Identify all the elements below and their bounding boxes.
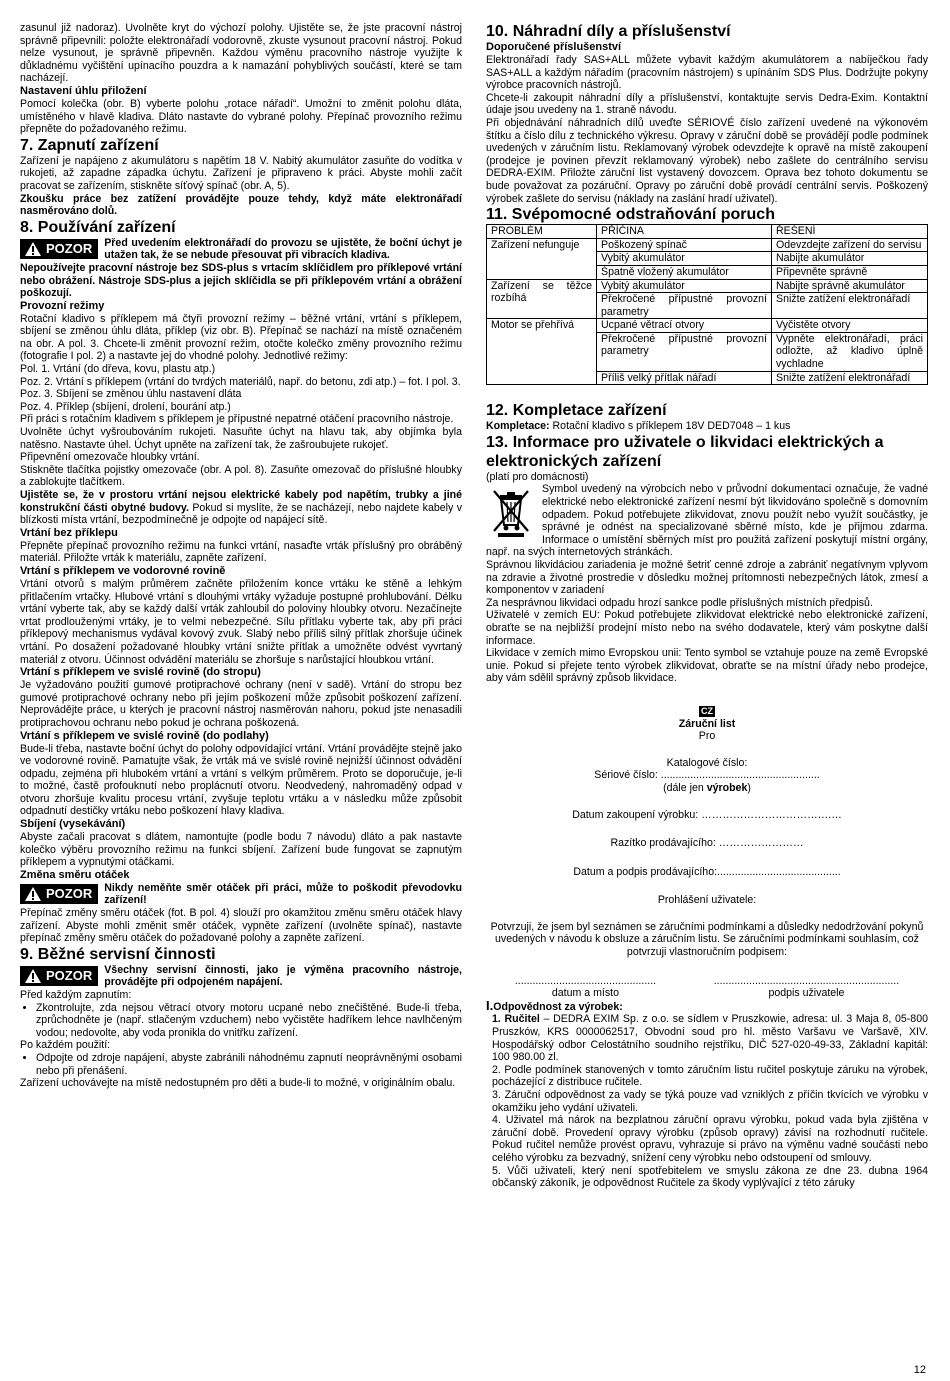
table-row <box>487 238 928 252</box>
cause-cell: Vybitý akumulátor <box>597 252 772 266</box>
user-signature-block: ............................................................... podpis uživatele <box>713 974 900 1000</box>
liability-heading <box>486 997 928 1014</box>
rotation-paragraph: Při práci s rotačním kladivem s příklepem je přípustné nepatrné otáčení pracovního nástroje. <box>20 413 454 426</box>
intro-paragraph: zasunul již nadoraz). Uvolněte kryt do výchozí polohy. Ujistěte se, že jste pracovní nástroj správně připevnili: položte elektronářadí vodorovně, zkuste vysunout pracovní nástroj. Pokud nelze vysunout, je správně připevněn. Každou výměnu pracovního nástroje využijte k důkladnému vyčištění upínacího pouzdra a k namazání pohyblivých součástí, které se tam nacházejí. <box>20 22 462 85</box>
disposal-paragraph-4: Uživatelé v zemích EU: Pokud potřebujete zlikvidovat elektrické nebo elektronické zařízení, obraťte se na nejbližší prodejní místo nebo na svého dodavatele, který vám poskytne další informace. <box>486 609 928 647</box>
pozor-label: POZOR <box>46 967 93 983</box>
before-list <box>20 1002 462 1040</box>
solution-cell: Připevněte správně <box>772 265 928 279</box>
warranty-card <box>486 705 928 1000</box>
section-8-title: 8. Používání zařízení <box>20 218 176 236</box>
signature-row <box>486 975 928 1000</box>
section-12-title: 12. Kompletace zařízení <box>486 402 667 420</box>
floor-paragraph: Bude-li třeba, nastavte boční úchyt do polohy odpovídající vrtání. Vrtání provádějte stejně jako ve vodorovné rovině. Pamatujte však, že vrták má ve svislé rovině nejnižší účinnost odvádění odpadu, zejména při hlubokém vrtání a vrtání s velkým průměrem. Proto se doporučuje, je-li to možné, častě profouknutí nebo proplácnutí otvoru. Neodvedený, nahromaděný odpad v otvoru zhoršuje kvalitu procesu vrtání, zvyšuje teplotu vrtáku a v následku může způsobit odpadnutí destičky vrtáku nebo poškození hlavy kladiva. <box>20 742 462 818</box>
accessories-paragraph-2: Chcete-li zakoupit náhradní díly a příslušenství, kontaktujte servis Dedra-Exim. Kontaktní údaje jsou uvedeny na 1. straně návodu. <box>486 91 928 117</box>
horizontal-heading: Vrtání s příklepem ve vodorovné rovině <box>20 564 226 577</box>
cables-bold: Ujistěte se, že v prostoru vrtání nejsou elektrické kabely pod napětím, trubky a jiné konstrukční části obytné budovy. <box>20 489 462 514</box>
depth-paragraph-2: Stiskněte tlačítka pojistky omezovače (obr. A pol. 8). Zasuňte omezovač do příslušné hloubky a zablokujte tlačítkem. <box>20 463 462 489</box>
liability-item-3: 3. Záruční odpovědnost za vady se týká pouze vad vzniklých z příčin tkvících ve výrobku v okamžiku jeho vydání uživateli. <box>492 1089 928 1114</box>
problem-cell: Zařízení se těžce rozbíhá <box>487 279 597 319</box>
accessories-paragraph-1: Elektronářadí řady SAS+ALL můžete vybavit každým akumulátorem a nabíječkou řady SAS+ALL a každým nářadím (pracovním nástrojem) s upínáním SDS Plus. Dodržujte pokyny výrobce pracovních nástrojů. <box>486 54 928 92</box>
liability-title: Odpovědnost za výrobek: <box>493 1000 623 1013</box>
grip-paragraph: Uvolněte úchyt vyšroubováním rukojeti. Nasuňte úchyt na hlavu tak, aby objímka byla natěsno. Nastavte úhel. Úchyt upněte na zařízení tak, že zašroubujete rukojeť. <box>20 426 462 451</box>
disposal-paragraph-2: Správnou likvidáciou zariadenia je možné šetriť cenné zdroje a zabrániť negatívnym vplyvom na zdravie a životné prostredie v dôsledku možnej prítomnosti nebezpečných látok, zmesí a komponentov v zariadení <box>486 559 928 597</box>
declaration-title: Prohlášení uživatele: <box>657 894 757 907</box>
section-number: I. <box>486 997 494 1013</box>
mode-item: Poz. 2. Vrtání s příklepem (vrtání do tvrdých materiálů, např. do betonu, zdi atp.) – fot. I pol. 3. <box>20 375 461 388</box>
accessories-paragraph-3: Při objednávání náhradních dílů uveďte SÉRIOVÉ číslo zařízení uvedené na výkonovém štítku a číslo dílu z technického výkresu. Opravy v záruční době se provádějí podle podmínek uvedených v záručním listu. Reklamovaný výrobek odevzdejte k opravě na místě zakoupení (prodejce je povinen převzít reklamovaný výrobek) nebo zašlete do centrálního servisu DEDRA-EXIM. Přiložte záruční list vystavený dovozcem. Oprava bez tohoto dokumentu se bude považovat za pozáruční. Opravy po záruční době provádí centrální servis. Poškozený výrobek zašlete do servisu (náklady na zaslání hradí uživatel). <box>486 116 928 205</box>
list-item: • Odpojte od zdroje napájení, abyste zabránili náhodnému zapnutí neoprávněnými osobami nebo při přenášení. <box>36 1052 462 1077</box>
section-8-bold-note: Nepoužívejte pracovní nástroje bez SDS-plus s vrtacím sklíčidlem pro příklepové vrtání nebo obrážení. Nástroje SDS-plus a jejich sklíčidla se při příklepovém vrtání a obrážení poškozují. <box>20 261 462 300</box>
ceiling-paragraph: Je vyžadováno použití gumové protiprachové ochrany (není v sadě). Vrtání do stropu bez gumové protiprachové ochrany nebo při jejím poškození může způsobit poškození zařízení. Neprovádějte práce, u kterých je pracovní nástroj nasměrován nahoru, pokud jste nenasadili protiprachovou ochranu nebo pokud je ochrana poškozená. <box>20 679 462 729</box>
section-7-title: 7. Zapnutí zařízení <box>20 136 159 154</box>
after-list <box>20 1052 462 1077</box>
catalog-number-field: Katalogové číslo: <box>666 756 748 769</box>
column-header: ŘEŠENÍ <box>772 225 928 239</box>
disposal-paragraph-5: Likvidace v zemích mimo Evropskou unii: Tento symbol se vztahuje pouze na země Evropské unie. Pokud si přejete tento výrobek zlikvidovat, obraťte se na místní úřady nebo prodejce, aby vám sdělil správný způsob likvidace. <box>486 647 928 685</box>
liability-item-1: 1. Ručitel – DEDRA EXIM Sp. z o.o. se sídlem v Pruszkowie, adresa: ul. 3 Maja 8, 05-800 Pruszków, KRS 0000062517, Obvodní soud pro hl. město Varšavu ve Varšavě, XIV. Hospodářský odbor Celostátního soudního rejstříku, DIČ 527-020-49-33, Základní kapitál: 100 980.00 zl. <box>492 1013 928 1064</box>
liability-item-5: 5. Vůči uživateli, který není spotřebitelem ve smyslu zákona ze dne 23. dubna 1964 občanský zákoník, je odpovědnost Ručitele za škody vyplývající z této záruky <box>492 1164 928 1190</box>
warning-triangle-icon <box>24 968 42 984</box>
before-label: Před každým zapnutím: <box>20 989 132 1001</box>
contents-label: Kompletace: <box>486 420 550 433</box>
cause-cell: Ucpané větrací otvory <box>597 319 772 333</box>
right-column <box>486 22 928 1190</box>
problem-cell: Zařízení nefunguje <box>487 238 597 279</box>
no-hammer-paragraph: Přepněte přepínač provozního režimu na funkci vrtání, nasaďte vrták příslušný pro obráběný materiál. Přiložte vrták k materiálu, zapněte zařízení. <box>20 539 462 565</box>
purchase-date-field: Datum zakoupení výrobku: ……………………………….… <box>572 808 842 821</box>
after-label: Po každém použití: <box>20 1039 111 1052</box>
angle-heading: Nastavení úhlu přiložení <box>20 84 147 97</box>
date-place-block: ................................................ datum a místo <box>514 974 657 1000</box>
section-8-warning: Před uvedením elektronářadí do provozu se ujistěte, že boční úchyt je utažen tak, že se nebude přesouvat při vibracích kladiva. <box>104 236 462 262</box>
section-11-title: 11. Svépomocné odstraňování poruch <box>486 206 775 224</box>
solution-cell: Snižte zatížení elektronářadí <box>772 371 928 385</box>
page-number: 12 <box>913 1364 926 1376</box>
section-13-subtitle: (platí pro domácnosti) <box>486 470 589 483</box>
warning-triangle-icon <box>24 241 42 257</box>
service-warning: Všechny servisní činnosti, jako je výměna pracovního nástroje, provádějte při odpojeném napájení. <box>104 963 462 989</box>
modes-paragraph: Rotační kladivo s příklepem má čtyři provozní režimy – běžné vrtání, vrtání s příklepem, sbíjení se změnou úhlu dláta, příklep (viz obr. B). Přepínač se nachází na místě označeném na obr. A pol. 3. Chcete-li změnit provozní režim, otočte kolečko změny provozního režimu (fotografie I pol. 2) a nastavte jej do vhodné polohy. Jednotlivé režimy: <box>20 312 462 363</box>
horizontal-paragraph: Vrtání otvorů s malým průměrem začněte přiložením konce vrtáku ke stěně a lehkým přitlačením vrtačky. Hlubové vrtání s dlouhými vrtáky vyžaduje postupné prohlubování. Délku vrtání vyberte tak, aby se každý další vrták zahloubil do poloviny hloubky otvoru. Nezačínejte vrtat prodlouženými vrtáky, je to velmi nebezpečné. Sílu přítlaku vyberte tak, aby při práci příklepový mechanismus vydával kovový zvuk. Slabý nebo příliš silný přítlak zhoršuje účinek vrtání. Po dosažení požadované hloubky vrtání snižte přítlak a umožněte odvést vyvrtaný materiál z otvoru. Účinnost odvádění materiálu se zhoršuje s narůstající hloubkou vrtání. <box>20 577 462 666</box>
solution-cell: Vypněte elektronářadí, práci odložte, až kladivo úplně vychladne <box>772 332 928 371</box>
problem-cell: Motor se přehřívá <box>487 319 597 385</box>
serial-number-field: Sériové číslo: ...................................................... <box>594 769 820 782</box>
pozor-badge <box>20 884 98 904</box>
solution-cell: Vyčistěte otvory <box>772 319 928 333</box>
chisel-paragraph: Abyste začali pracovat s dlátem, namontujte (podle bodu 7 návodu) dláto a pak nastavte kolečko výběru provozního režimu na funkci sbíjení. Zařízení bude fungovat se zapnutým příklepem a vypnutými otáčkami. <box>20 831 462 869</box>
serial-note: (dále jen výrobek) <box>663 781 751 794</box>
depth-paragraph-1: Připevnění omezovače hloubky vrtání. <box>20 451 200 464</box>
warranty-for: Pro <box>698 730 716 743</box>
seller-signature-field: Datum a podpis prodávajícího:.......................................... <box>573 865 841 878</box>
cause-cell: Překročené přípustné provozní parametry <box>597 332 772 371</box>
warning-block <box>20 237 462 262</box>
warranty-title: Záruční list <box>678 717 736 730</box>
direction-paragraph: Přepínač změny směru otáček (fot. B pol. 4) slouží pro okamžitou změnu směru otáček hlavy zařízení. Abyste mohli změnit směr otáček, vypněte zařízení (uvolněte spínač), nastavte přepínač změny směru otáček do požadované polohy a zapněte zařízení. <box>20 907 462 945</box>
crossed-bin-icon <box>486 485 536 537</box>
liability-item-2: 2. Podle podmínek stanovených v tomto záručním listu ručitel poskytuje záruku na výrobek, pocházející z distribuce ručitele. <box>492 1063 928 1089</box>
direction-warning: Nikdy neměňte směr otáček při práci, může to poškodit převodovku zařízení! <box>104 881 462 907</box>
modes-heading: Provozní režimy <box>20 299 105 312</box>
country-badge: CZ <box>701 705 713 716</box>
section-7-paragraph: Zařízení je napájeno z akumulátoru s napětím 18 V. Nabitý akumulátor zasuňte do vodítka v rukojeti, až zapadne západka úchytu. Zařízení je připraveno k práci. Abyste mohli začít pracovat se zařízením, stiskněte síťový spínač (obr. A, 5). <box>20 154 462 192</box>
accessories-heading: Doporučené příslušenství <box>486 41 622 53</box>
mode-item: Poz. 3. Sbíjení se změnou úhlu nastavení dláta <box>20 388 242 401</box>
mode-item: Poz. 4. Příklep (sbíjení, drolení, bourání atp.) <box>20 400 231 413</box>
contents-text: Rotační kladivo s příklepem 18V DED7048 – 1 kus <box>549 420 791 433</box>
warning-block <box>20 964 462 989</box>
cables-paragraph <box>20 489 462 527</box>
modes-list <box>20 363 462 413</box>
user-signature-label: podpis uživatele <box>768 987 845 1000</box>
liability-section <box>486 997 928 1190</box>
cause-cell: Špatně vložený akumulátor <box>597 265 772 279</box>
cause-cell: Příliš velký přítlak nářadí <box>597 371 772 385</box>
seller-stamp-field: Razítko prodávajícího: …………………… <box>610 837 804 850</box>
ceiling-heading: Vrtání s příklepem ve svislé rovině (do stropu) <box>20 666 261 679</box>
column-header: PŘÍČINA <box>597 225 772 239</box>
declaration-text: Potvrzuji, že jsem byl seznámen se záručními podmínkami a důsledky nedodržování pokynů uvedených v návodu k obsluze a záručním listu. Se záručními podmínkami souhlasím, což potvrzuji vlastnoručním podpisem: <box>490 920 924 959</box>
section-7-bold: Zkoušku práce bez zatížení provádějte pouze tehdy, když máte elektronářadí nasměrováno dolů. <box>20 192 462 218</box>
solution-cell: Nabijte akumulátor <box>772 252 928 266</box>
contents-line <box>486 420 928 433</box>
pozor-label: POZOR <box>46 240 93 256</box>
left-column <box>20 22 462 1090</box>
disposal-paragraph-3: Za nesprávnou likvidaci odpadu hrozí sankce podle příslušných místních předpisů. <box>486 596 873 609</box>
liability-item-4: 4. Uživatel má nárok na bezplatnou záruční opravu výrobku, pokud vada byla zjištěna v záruční době. Provedení opravy výrobku (způsob opravy) závisí na rozhodnutí ručitele. Pokud ručitel nemůže provést opravu, vyhrazuje si právo na výměnu vadné součásti nebo celého výrobku za bezvadný, snížení ceny výrobku nebo odstoupení od smlouvy. <box>492 1114 928 1164</box>
solution-cell: Snižte zatížení elektronářadí <box>772 293 928 319</box>
direction-heading: Změna směru otáček <box>20 868 130 881</box>
solution-cell: Nabijte správně akumulátor <box>772 279 928 293</box>
date-place-label: datum a místo <box>551 987 620 1000</box>
section-9-title: 9. Běžné servisní činnosti <box>20 945 216 963</box>
disposal-paragraph-1: Symbol uvedený na výrobcích nebo v průvodní dokumentaci označuje, že vadné elektrické nebo elektronické zařízení nesmí být likvidováno společně s domovním odpadem. Pokud potřebujete zlikvidovat, znovu použít nebo využít součástky, je správné je odnést na specializované sběrné místo, kde je přijmou zdarma. Informace o umístění sběrných míst pro použitá zařízení poskytují místní orgány, např. na svých internetových stránkách. <box>486 483 928 559</box>
table-header-row <box>487 225 928 239</box>
solution-cell: Odevzdejte zařízení do servisu <box>772 238 928 252</box>
floor-heading: Vrtání s příklepem ve svislé rovině (do podlahy) <box>20 729 269 742</box>
cause-cell: Vybitý akumulátor <box>597 279 772 293</box>
no-hammer-heading: Vrtání bez příklepu <box>20 526 118 539</box>
angle-paragraph: Pomocí kolečka (obr. B) vyberte polohu „rotace nářadí“. Umožní to změnit polohu dláta, umístěného v hlavě kladiva. Dláto nastavte do vybrané polohy. Přepínač provozního režimu přepněte do požadovaného režimu. <box>20 97 462 136</box>
pozor-badge <box>20 239 98 259</box>
warning-triangle-icon <box>24 886 42 902</box>
cause-cell: Překročené přípustné provozní parametry <box>597 293 772 319</box>
mode-item: Pol. 1. Vrtání (do dřeva, kovu, plastu atp.) <box>20 363 216 376</box>
troubleshooting-table <box>486 224 928 385</box>
table-row <box>487 279 928 293</box>
storage-paragraph: Zařízení uchovávejte na místě nedostupném pro děti a bude-li to možné, v originálním obalu. <box>20 1077 456 1090</box>
cables-rest: Pokud si myslíte, že se nacházejí, nebo najdete kabely v blízkosti místa vrtání, bezpodmínečně je odpojte od napájecí sítě. <box>20 501 462 527</box>
cause-cell: Poškozený spínač <box>597 238 772 252</box>
section-10-title: 10. Náhradní díly a příslušenství <box>486 23 731 40</box>
pozor-label: POZOR <box>46 885 93 901</box>
table-row <box>487 319 928 333</box>
section-13-title: 13. Informace pro uživatele o likvidaci elektrických a elektronických zařízení <box>486 433 884 470</box>
warning-block <box>20 882 462 907</box>
column-header: PROBLÉM <box>487 225 597 239</box>
pozor-badge <box>20 966 98 986</box>
chisel-heading: Sbíjení (vysekávání) <box>20 818 126 831</box>
list-item: • Zkontrolujte, zda nejsou větrací otvory motoru ucpané nebo znečištěné. Bude-li třeba, zprůchodněte je (např. stlačeným vzduchem) nebo vyčistěte hadříkem lehce navlhčeným vodou; nedovolte, aby voda pronikla do vnitřku zařízení. <box>36 1002 462 1040</box>
